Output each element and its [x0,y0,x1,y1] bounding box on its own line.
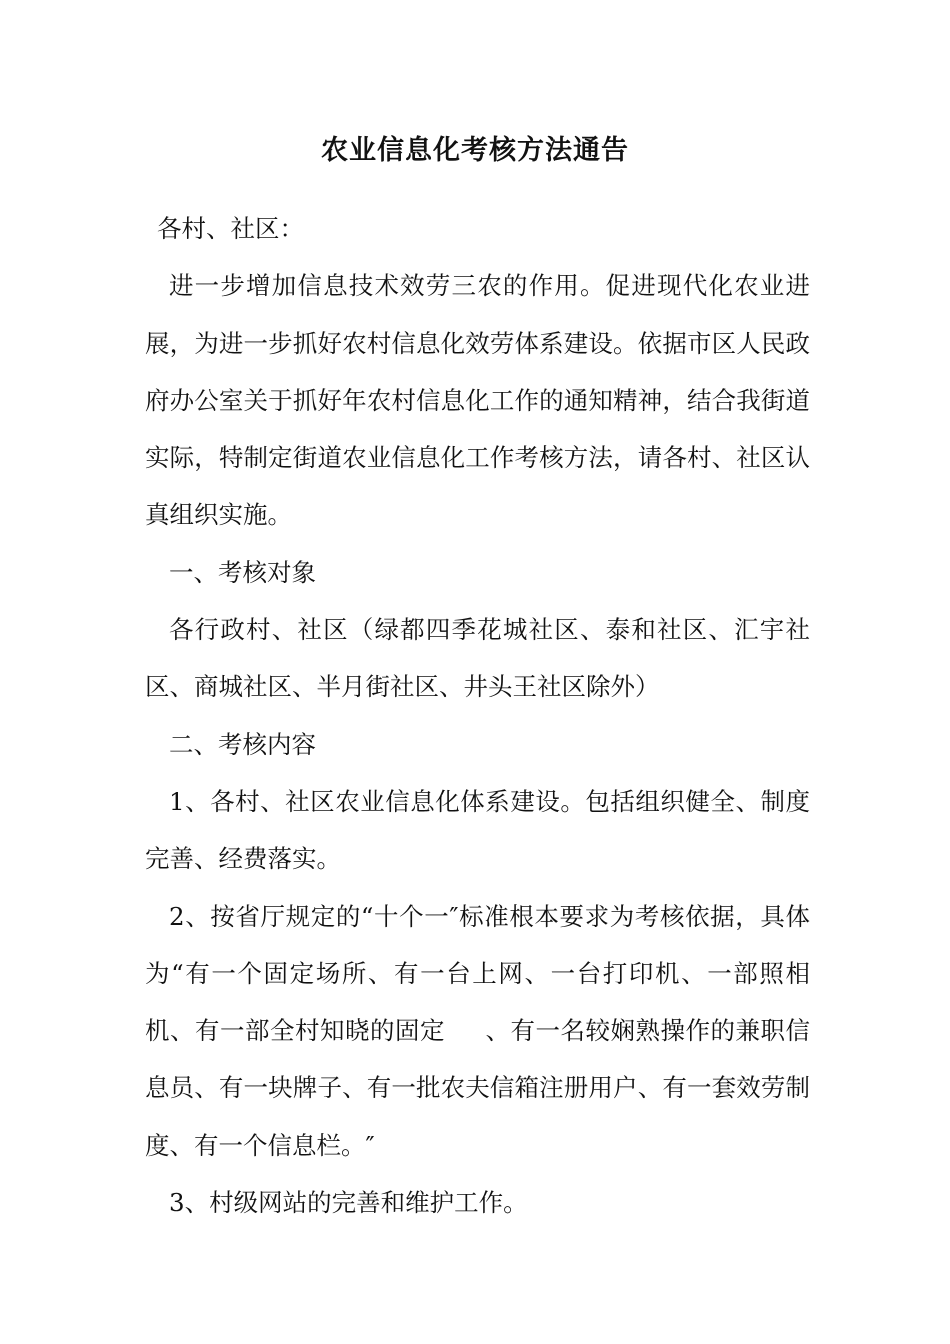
intro-paragraph: 进一步增加信息技术效劳三农的作用。促进现代化农业进展，为进一步抓好农村信息化效劳体系建设。依据市区人民政府办公室关于抓好年农村信息化工作的通知精神，结合我街道实际，特制定街道农业信息化工作考核方法，请各村、社区认真组织实施。 [145,271,810,530]
section-heading-content: 二、考核内容 [169,729,316,759]
salutation: 各村、社区： [157,214,304,243]
content-item-2-part2: 、有一名较娴熟操作的兼职信息员、有一块牌子、有一批农夫信箱注册用户、有一套效劳制度、有一个信息栏。″ [145,1016,810,1160]
content-item-2 [145,888,810,1174]
content-item-1: 1、各村、社区农业信息化体系建设。包括组织健全、制度完善、经费落实。 [145,786,810,874]
document-body [145,200,810,1231]
content-item-3: 3、村级网站的完善和维护工作。 [169,1188,528,1218]
section-heading-targets: 一、考核对象 [169,557,316,587]
section-body-targets: 各行政村、社区（绿都四季花城社区、泰和社区、汇宇社区、商城社区、半月街社区、井头王社区除外） [145,615,810,702]
document-title: 农业信息化考核方法通告 [321,135,629,166]
content-item-2-part1: 2、按省厅规定的“十个一″标准根本要求为考核依据，具体为“有一个固定场所、有一台上网、一台打印机、一部照相机、有一部全村知晓的固定 [145,901,810,1046]
